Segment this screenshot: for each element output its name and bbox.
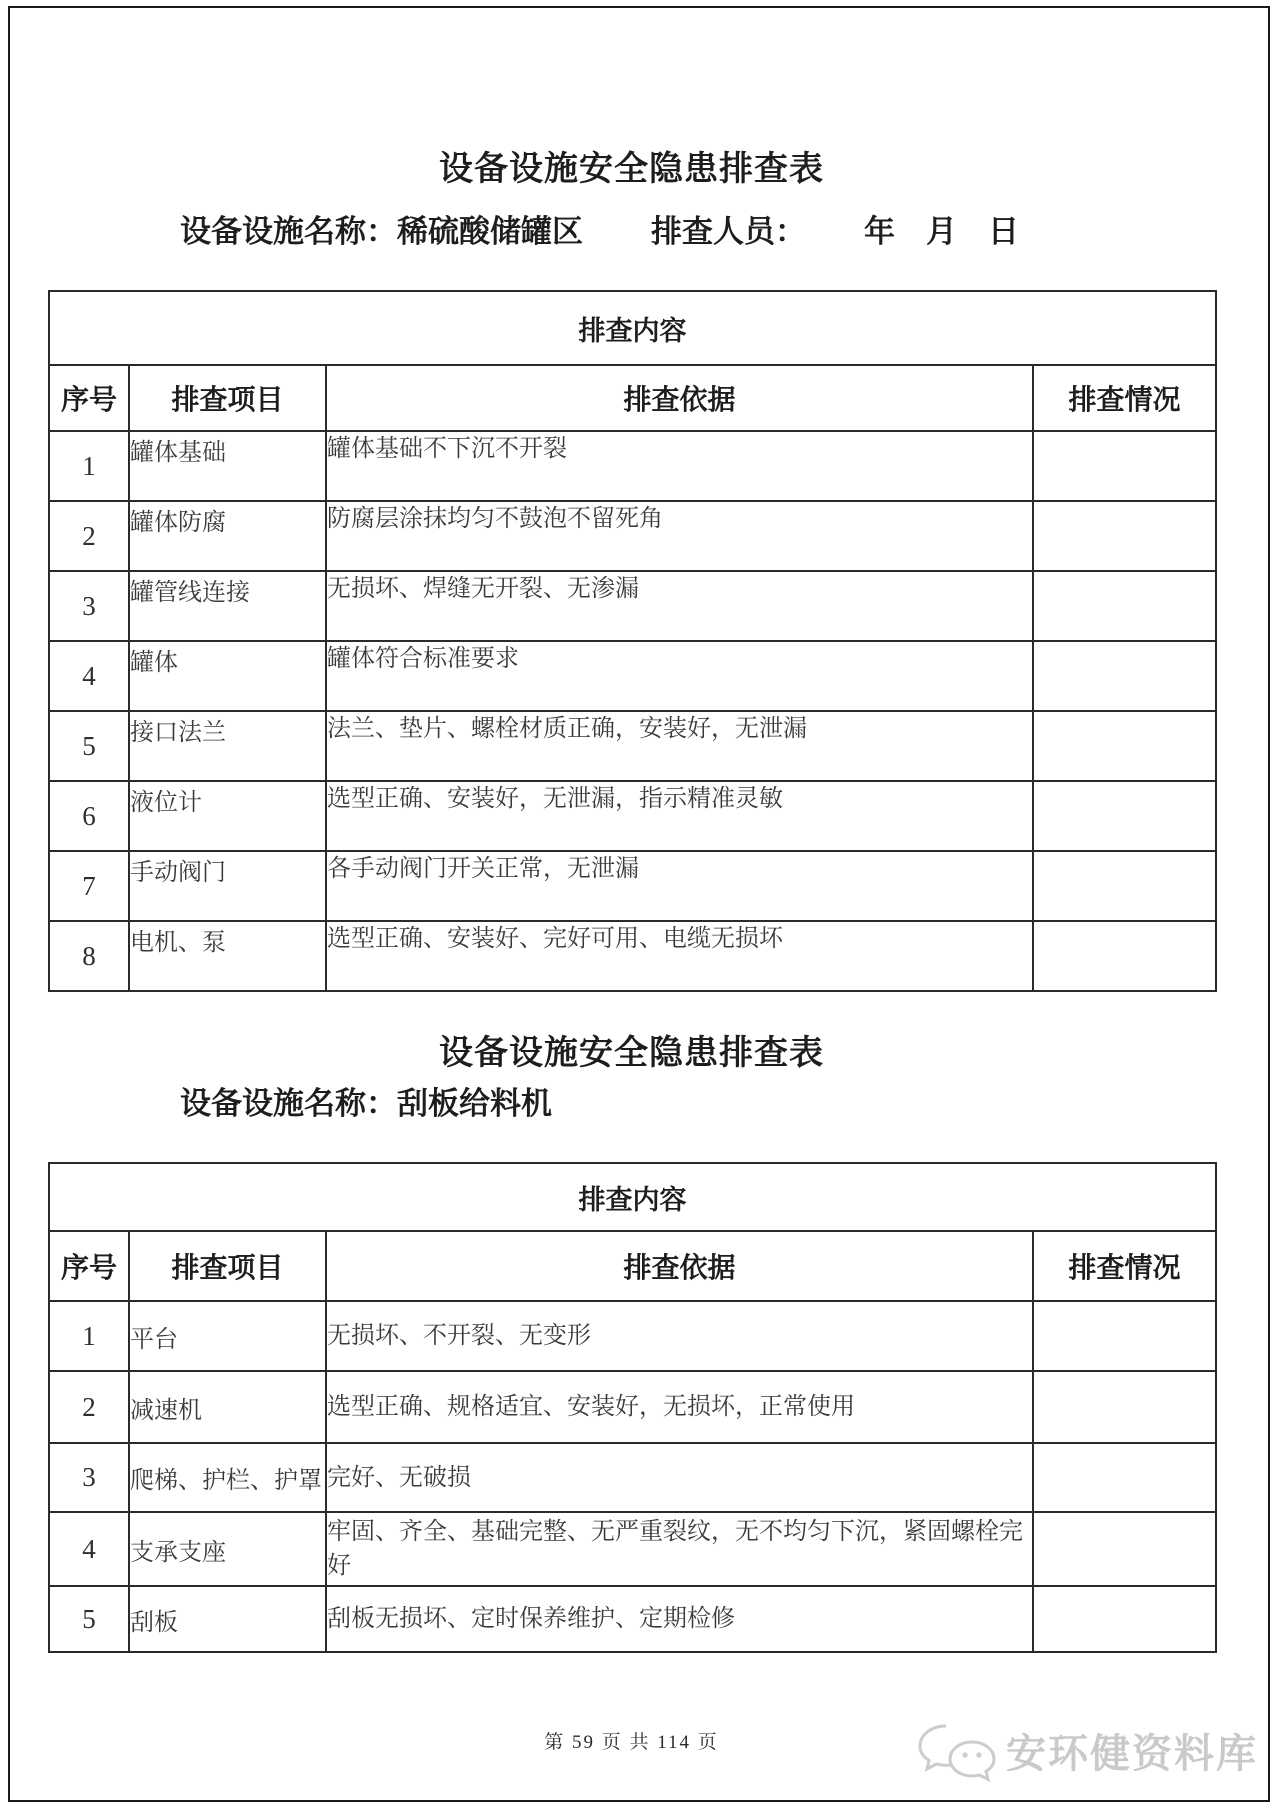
row-item: 手动阀门 bbox=[129, 851, 326, 921]
row-status bbox=[1033, 501, 1216, 571]
table-row bbox=[49, 1371, 1216, 1443]
row-status bbox=[1033, 921, 1216, 991]
section2-subtitle bbox=[48, 1082, 1215, 1126]
table-row bbox=[49, 781, 1216, 851]
table-row bbox=[49, 1301, 1216, 1371]
row-item: 罐体 bbox=[129, 641, 326, 711]
header-basis: 排查依据 bbox=[326, 365, 1033, 431]
row-no: 5 bbox=[49, 1586, 129, 1652]
header-status: 排查情况 bbox=[1033, 1231, 1216, 1301]
row-no: 3 bbox=[49, 571, 129, 641]
row-status bbox=[1033, 1301, 1216, 1371]
row-status bbox=[1033, 711, 1216, 781]
table-row bbox=[49, 501, 1216, 571]
row-basis: 牢固、齐全、基础完整、无严重裂纹，无不均匀下沉，紧固螺栓完好 bbox=[326, 1512, 1033, 1586]
table-row bbox=[49, 641, 1216, 711]
row-basis: 无损坏、不开裂、无变形 bbox=[326, 1301, 1033, 1371]
row-item: 平台 bbox=[129, 1301, 326, 1371]
row-basis: 各手动阀门开关正常，无泄漏 bbox=[326, 851, 1033, 921]
row-status bbox=[1033, 781, 1216, 851]
equipment-name-value: 刮板给料机 bbox=[397, 1086, 552, 1121]
table-row bbox=[49, 711, 1216, 781]
row-item: 液位计 bbox=[129, 781, 326, 851]
row-item: 减速机 bbox=[129, 1371, 326, 1443]
inspector-label: 排查人员： bbox=[651, 214, 806, 249]
row-no: 2 bbox=[49, 1371, 129, 1443]
row-basis: 无损坏、焊缝无开裂、无渗漏 bbox=[326, 571, 1033, 641]
table-row bbox=[49, 851, 1216, 921]
row-status bbox=[1033, 1443, 1216, 1512]
row-no: 4 bbox=[49, 1512, 129, 1586]
equipment-name-value: 稀硫酸储罐区 bbox=[397, 214, 583, 249]
row-basis: 罐体符合标准要求 bbox=[326, 641, 1033, 711]
row-item: 支承支座 bbox=[129, 1512, 326, 1586]
date-placeholder: 年 月 日 bbox=[864, 214, 1019, 249]
watermark bbox=[916, 1722, 1258, 1786]
header-no: 序号 bbox=[49, 365, 129, 431]
inspection-table-1 bbox=[48, 290, 1217, 992]
row-status bbox=[1033, 571, 1216, 641]
chat-bubbles-logo-icon bbox=[916, 1722, 1000, 1786]
header-basis: 排查依据 bbox=[326, 1231, 1033, 1301]
header-status: 排查情况 bbox=[1033, 365, 1216, 431]
row-no: 1 bbox=[49, 1301, 129, 1371]
row-status bbox=[1033, 851, 1216, 921]
row-item: 刮板 bbox=[129, 1586, 326, 1652]
row-no: 7 bbox=[49, 851, 129, 921]
table-row bbox=[49, 431, 1216, 501]
row-status bbox=[1033, 431, 1216, 501]
page-number: 第 59 页 共 114 页 bbox=[544, 1732, 719, 1753]
table-caption-row bbox=[49, 291, 1216, 365]
row-no: 5 bbox=[49, 711, 129, 781]
row-basis: 法兰、垫片、螺栓材质正确，安装好，无泄漏 bbox=[326, 711, 1033, 781]
row-no: 8 bbox=[49, 921, 129, 991]
equipment-name-label: 设备设施名称： bbox=[180, 214, 397, 249]
row-item: 罐体防腐 bbox=[129, 501, 326, 571]
row-status bbox=[1033, 1371, 1216, 1443]
row-basis: 罐体基础不下沉不开裂 bbox=[326, 431, 1033, 501]
header-item: 排查项目 bbox=[129, 365, 326, 431]
row-basis: 选型正确、安装好，无泄漏，指示精准灵敏 bbox=[326, 781, 1033, 851]
watermark-text: 安环健资料库 bbox=[1006, 1731, 1258, 1776]
row-status bbox=[1033, 1586, 1216, 1652]
row-no: 3 bbox=[49, 1443, 129, 1512]
row-item: 罐管线连接 bbox=[129, 571, 326, 641]
table-row bbox=[49, 1586, 1216, 1652]
row-item: 罐体基础 bbox=[129, 431, 326, 501]
row-no: 2 bbox=[49, 501, 129, 571]
table-caption: 排查内容 bbox=[49, 1163, 1216, 1231]
header-no: 序号 bbox=[49, 1231, 129, 1301]
row-no: 6 bbox=[49, 781, 129, 851]
section1-subtitle bbox=[48, 210, 1215, 254]
row-no: 4 bbox=[49, 641, 129, 711]
row-status bbox=[1033, 641, 1216, 711]
equipment-name-label: 设备设施名称： bbox=[180, 1086, 397, 1121]
row-basis: 完好、无破损 bbox=[326, 1443, 1033, 1512]
inspection-table-2 bbox=[48, 1162, 1217, 1653]
table-caption-row bbox=[49, 1163, 1216, 1231]
row-basis: 刮板无损坏、定时保养维护、定期检修 bbox=[326, 1586, 1033, 1652]
table-header-row bbox=[49, 365, 1216, 431]
row-item: 接口法兰 bbox=[129, 711, 326, 781]
table-row bbox=[49, 1512, 1216, 1586]
header-item: 排查项目 bbox=[129, 1231, 326, 1301]
row-no: 1 bbox=[49, 431, 129, 501]
table-row bbox=[49, 921, 1216, 991]
table-header-row bbox=[49, 1231, 1216, 1301]
table-row bbox=[49, 1443, 1216, 1512]
row-basis: 选型正确、规格适宜、安装好，无损坏，正常使用 bbox=[326, 1371, 1033, 1443]
row-item: 爬梯、护栏、护罩 bbox=[129, 1443, 326, 1512]
table-row bbox=[49, 571, 1216, 641]
row-basis: 防腐层涂抹均匀不鼓泡不留死角 bbox=[326, 501, 1033, 571]
section2-title: 设备设施安全隐患排查表 bbox=[439, 1035, 824, 1072]
row-status bbox=[1033, 1512, 1216, 1586]
row-item: 电机、泵 bbox=[129, 921, 326, 991]
section1-title: 设备设施安全隐患排查表 bbox=[439, 151, 824, 188]
row-basis: 选型正确、安装好、完好可用、电缆无损坏 bbox=[326, 921, 1033, 991]
page-content bbox=[48, 0, 1215, 1754]
table-caption: 排查内容 bbox=[49, 291, 1216, 365]
